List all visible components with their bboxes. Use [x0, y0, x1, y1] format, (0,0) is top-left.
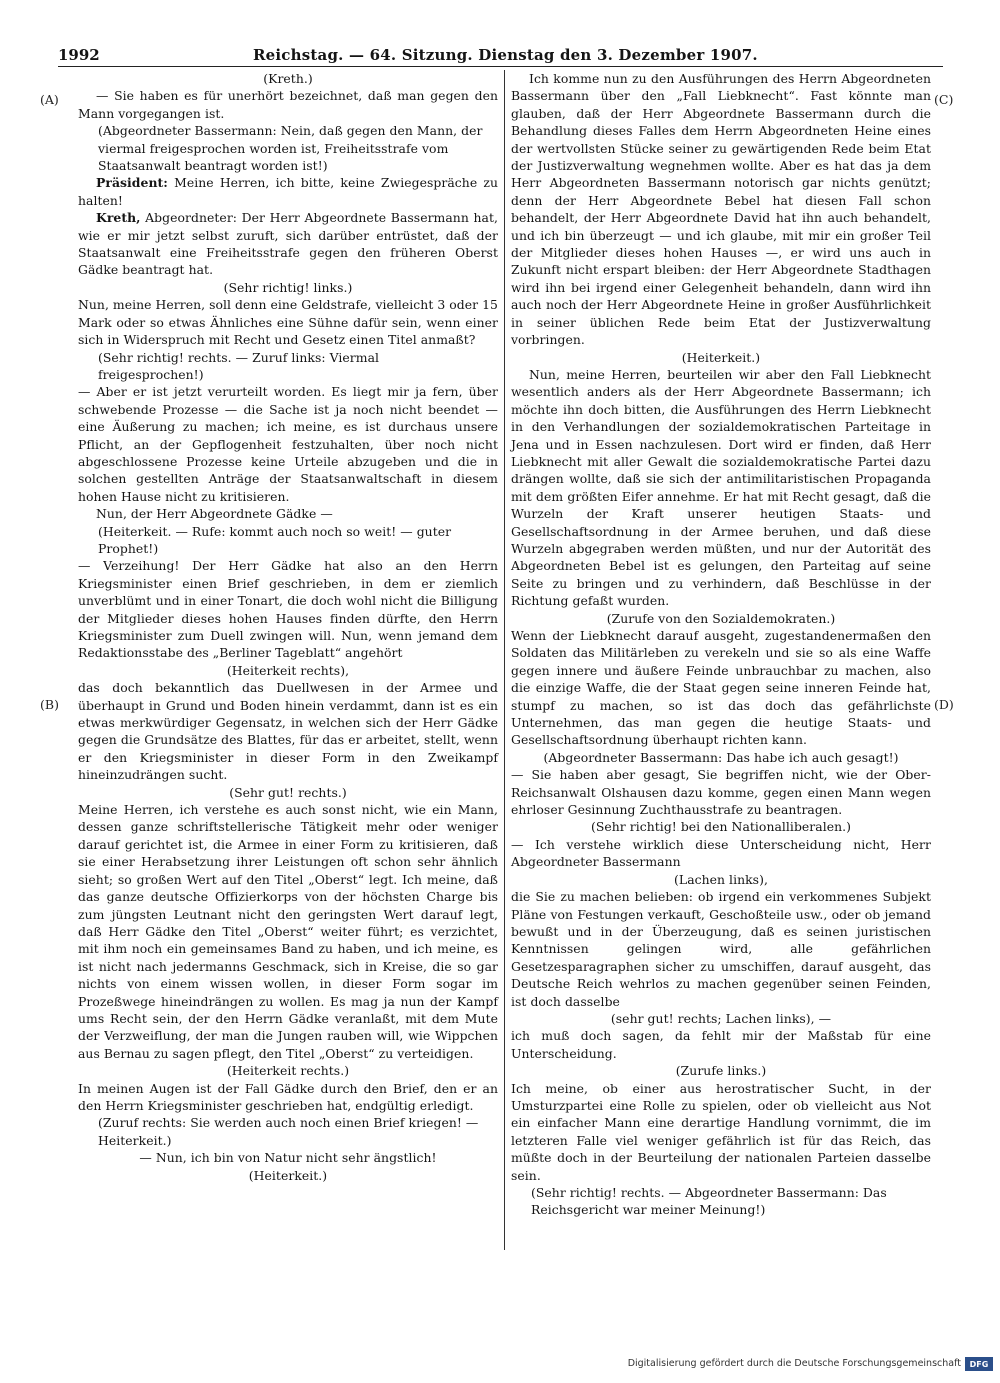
- paragraph: [78, 523, 498, 558]
- paragraph: [78, 296, 498, 348]
- paragraph: [511, 888, 931, 1010]
- paragraph-text: (Heiterkeit rechts.): [226, 1063, 350, 1079]
- paragraph-text: (Heiterkeit.): [681, 349, 761, 365]
- page-header: [58, 44, 943, 67]
- paragraph-text: (Abgeordneter Bassermann: Nein, daß gegen den Mann, der viermal freigesprochen worden ist, Freiheitsstrafe vom Staatsanwalt beantragt worden ist!): [98, 123, 483, 174]
- margin-letter-a: (A): [40, 92, 59, 107]
- paragraph: [511, 1010, 931, 1027]
- paragraph: [78, 1149, 498, 1166]
- paragraph-text: (Abgeordneter Bassermann: Das habe ich auch gesagt!): [543, 749, 899, 765]
- left-column: [78, 70, 498, 1184]
- page-number: 1992: [58, 46, 100, 64]
- paragraph-text: (Heiterkeit rechts),: [226, 662, 350, 678]
- paragraph-text: (Lachen links),: [674, 871, 768, 887]
- paragraph: [78, 279, 498, 296]
- paragraph: [78, 209, 498, 279]
- paragraph: [511, 1062, 931, 1079]
- paragraph: [511, 818, 931, 835]
- right-column: [511, 70, 931, 1219]
- paragraph-text: (Heiterkeit. — Rufe: kommt auch noch so weit! — guter Prophet!): [98, 523, 452, 556]
- paragraph: [78, 505, 498, 522]
- dfg-logo-icon: DFG: [965, 1357, 993, 1371]
- paragraph-text: — Verzeihung! Der Herr Gädke hat also an den Herrn Kriegsminister einen Brief geschrieben, in dem er ziemlich unverblümt und in einer Tonart, die doch wohl nicht die Billigung der Mitglieder dieses hohen Hauses finden dürfte, den Herrn Kriegsminister zum Duell zwingen will. Nun, wenn jemand dem Redaktionsstabe des „Berliner Tageblatt“ angehört: [78, 558, 498, 661]
- paragraph: [511, 1027, 931, 1062]
- paragraph: [511, 749, 931, 766]
- page-footer: [608, 1358, 993, 1376]
- paragraph: [78, 383, 498, 505]
- paragraph: [78, 784, 498, 801]
- paragraph: [78, 122, 498, 174]
- paragraph: [78, 70, 498, 87]
- paragraph-text: (Sehr richtig! bei den Nationalliberalen.): [590, 819, 852, 835]
- paragraph: [511, 1184, 931, 1219]
- paragraph: [511, 610, 931, 627]
- paragraph-text: Abgeordneter: Der Herr Abgeordnete Bassermann hat, wie er mir jetzt selbst zuruft, sich darüber entrüstet, daß der Staatsanwalt eine Freiheitsstrafe gegen den früheren Oberst Gädke beantragt hat.: [78, 210, 498, 278]
- paragraph-text: Nun, meine Herren, soll denn eine Geldstrafe, vielleicht 3 oder 15 Mark oder so etwas Ähnliches eine Sühne dafür sein, wenn einer sich in Widerspruch mit Recht und Gesetz einen Titel anmaßt?: [78, 297, 498, 348]
- margin-letter-d: (D): [934, 697, 954, 712]
- paragraph-text: — Sie haben aber gesagt, Sie begriffen nicht, wie der Ober-Reichsanwalt Olshausen dazu komme, gegen einen Mann wegen ehrloser Gesinnung Zuchthausstrafe zu beantragen.: [511, 767, 931, 818]
- paragraph-text: (Sehr richtig! rechts. — Zuruf links: Viermal freigesprochen!): [98, 349, 380, 382]
- paragraph-text: (Kreth.): [263, 71, 313, 86]
- paragraph-text: (Zurufe links.): [675, 1063, 767, 1079]
- paragraph-text: (Sehr richtig! links.): [223, 279, 353, 295]
- paragraph-text: Meine Herren, ich bitte, keine Zwiegespräche zu halten!: [78, 175, 498, 208]
- paragraph: [511, 70, 931, 349]
- funding-note: Digitalisierung gefördert durch die Deutsche Forschungsgemeinschaft: [627, 1358, 961, 1369]
- paragraph: [511, 766, 931, 818]
- column-divider: [504, 70, 505, 1250]
- paragraph: [78, 679, 498, 783]
- paragraph-text: (Sehr gut! rechts.): [229, 784, 347, 800]
- paragraph: [511, 366, 931, 610]
- paragraph-text: ich muß doch sagen, da fehlt mir der Maßstab für eine Unterscheidung.: [511, 1028, 931, 1061]
- paragraph: [511, 1080, 931, 1184]
- paragraph: [78, 1114, 498, 1149]
- paragraph: [511, 871, 931, 888]
- paragraph-text: Nun, der Herr Abgeordnete Gädke —: [96, 506, 333, 522]
- paragraph: [511, 836, 931, 871]
- speaker-name: Kreth,: [96, 210, 141, 226]
- paragraph: [511, 349, 931, 366]
- speaker-name: Präsident:: [96, 175, 168, 191]
- paragraph-text: Ich meine, ob einer aus herostratischer Sucht, in der Umsturzpartei eine Rolle zu spielen, oder ob vielleicht aus Not ein einfacher Mann eine derartige Handlung vornimmt, die im letzteren Falle viel weniger gefährlich ist für das Reich, das müßte doch in der Beurteilung der nationalen Parteien dasselbe sein.: [511, 1080, 931, 1183]
- paragraph-text: (Zuruf rechts: Sie werden auch noch einen Brief kriegen! — Heiterkeit.): [98, 1115, 479, 1148]
- paragraph: [78, 349, 498, 384]
- paragraph-text: — Nun, ich bin von Natur nicht sehr ängstlich!: [139, 1150, 437, 1166]
- paragraph-text: Meine Herren, ich verstehe es auch sonst nicht, wie ein Mann, dessen ganze schriftstellerische Tätigkeit mehr oder weniger darauf gerichtet ist, die Armee in einer Form zu kritisieren, daß sie einer Herabsetzung ihrer Leistungen oft schon sehr ähnlich sieht; so großen Wert auf den Titel „Oberst“ legt. Ich meine, daß das ganze deutsche Offizierkorps von der höchsten Charge bis zum jüngsten Leutnant nicht den geringsten Wert darauf legt, daß Herr Gädke den Titel „Oberst“ weiter führt; es verzichtet, mit ihm noch ein gemeinsames Band zu haben, und ich meine, es ist nicht nach jedermanns Geschmack, sich in Kreise, die so gar nichts von einem wissen wollen, in dieser Form sogar im Prozeßwege hineindrängen zu wollen. Es mag ja nun der Kampf ums Recht sein, der den Herrn Gädke veranlaßt, mit dem Mute der Verzweiflung, der man die Jungen rauben will, wie Wippchen aus Bernau zu sagen pflegt, den Titel „Oberst“ zu verteidigen.: [78, 802, 498, 1061]
- paragraph-text: — Ich verstehe wirklich diese Unterscheidung nicht, Herr Abgeordneter Bassermann: [511, 836, 931, 870]
- paragraph: [78, 1080, 498, 1115]
- paragraph-text: (Sehr richtig! rechts. — Abgeordneter Bassermann: Das Reichsgericht war meiner Meinung!): [531, 1185, 887, 1218]
- paragraph-text: In meinen Augen ist der Fall Gädke durch den Brief, den er an den Herrn Kriegsminister geschrieben hat, endgültig erledigt.: [78, 1080, 498, 1113]
- paragraph: [78, 1062, 498, 1079]
- paragraph: [78, 1167, 498, 1184]
- paragraph-text: das doch bekanntlich das Duellwesen in der Armee und überhaupt in Grund und Boden hinein verdammt, dann ist es ein etwas merkwürdiger Gegensatz, in welchen sich der Herr Gädke gegen die Grundsätze des Blattes, für das er arbeitet, stellt, wenn er den Kriegsminister in dieser Form in den Zweikampf hineinzudrängen sucht.: [78, 680, 498, 783]
- paragraph-text: die Sie zu machen belieben: ob irgend ein verkommenes Subjekt Pläne von Festungen verkauft, Geschoßteile usw., oder ob jemand bewußt und in der Überzeugung, daß es seinen juristischen Kenntnissen gelingen wird, alle gefährlichen Gesetzesparagraphen sicher zu umschiffen, darauf ausgeht, das Deutsche Reich wehrlos zu machen gegenüber seinen Feinden, ist doch dasselbe: [511, 889, 931, 1009]
- paragraph-text: — Sie haben es für unerhört bezeichnet, daß man gegen den Mann vorgegangen ist.: [78, 88, 498, 121]
- running-title: Reichstag. — 64. Sitzung. Dienstag den 3. Dezember 1907.: [253, 46, 758, 64]
- paragraph: [78, 801, 498, 1062]
- paragraph-text: Nun, meine Herren, beurteilen wir aber den Fall Liebknecht wesentlich anders als der Herr Abgeordnete Bassermann; ich möchte ihn doch bitten, die Ausführungen des Herrn Liebknecht in den Verhandlungen der sozialdemokratischen Parteitage in Jena und in Essen nachzulesen. Dort wird er finden, daß Herr Liebknecht mit aller Gewalt die sozialdemokratische Partei dazu drängen wollte, daß sie sich der antimilitaristischen Propaganda mit dem größten Eifer annehme. Er hat mit Recht gesagt, daß die Wurzeln der Kraft unserer heutigen Staats- und Gesellschaftsordnung in der Armee beruhen, und daß diese Wurzeln abgegraben werden müßten, und nur der Autorität des Abgeordneten Bebel ist es gelungen, den Parteitag auf seine Seite zu bringen und zu verhindern, daß Beschlüsse in der Richtung gefaßt wurden.: [511, 366, 931, 609]
- paragraph-text: (Heiterkeit.): [248, 1167, 328, 1183]
- paragraph-text: (sehr gut! rechts; Lachen links), —: [610, 1010, 832, 1026]
- paragraph: [78, 662, 498, 679]
- margin-letter-b: (B): [40, 697, 59, 712]
- paragraph-text: Ich komme nun zu den Ausführungen des Herrn Abgeordneten Bassermann über den „Fall Liebknecht“. Fast könnte man glauben, daß der Herr Abgeordnete Bassermann durch die Behandlung dieses Falles dem Herrn Abgeordneten Heine eines der wertvollsten Stücke seiner zu gewärtigenden Rede beim Etat der Justizverwaltung wegnehmen wollte. Aber es hat das ja dem Herr Abgeordneten Bassermann notorisch gar nichts genützt; denn der Herr Abgeordnete Bebel hat diesen Fall schon behandelt, der Herr Abgeordnete David hat ihn auch behandelt, und ich bin überzeugt — und ich glaube, mit mir ein großer Teil der Mitglieder dieses hohen Hauses —, er wird uns auch in Zukunft nicht erspart bleiben: der Herr Abgeordnete Stadthagen wird ihn bei irgend einer Gelegenheit behandeln, dann wird ihn auch noch der Herr Abgeordnete Heine in großer Ausführlichkeit in seiner üblichen Rede beim Etat der Justizverwaltung vorbringen.: [511, 71, 931, 348]
- paragraph: [78, 557, 498, 661]
- paragraph-text: (Zurufe von den Sozialdemokraten.): [606, 610, 836, 626]
- paragraph: [78, 174, 498, 209]
- paragraph-text: Wenn der Liebknecht darauf ausgeht, zugestandenermaßen den Soldaten das Militärleben zu verekeln und sie so als eine Waffe gegen innere und äußere Feinde unbrauchbar zu machen, also die einzige Waffe, die der Staat gegen seine inneren Feinde hat, stumpf zu machen, so ist das doch das gefährlichste Unternehmen, das man gegen die heutige Staats- und Gesellschaftsordnung überhaupt richten kann.: [511, 628, 931, 748]
- paragraph-text: — Aber er ist jetzt verurteilt worden. Es liegt mir ja fern, über schwebende Prozesse — die Sache ist ja noch nicht beendet — eine Äußerung zu machen; ich meine, es ist durchaus unsere Pflicht, an der Gepflogenheit festzuhalten, über noch nicht abgeschlossene Prozesse keine Urteile abzugeben und die in solchen gestellten Anträge der Staatsanwaltschaft in diesem hohen Hause nicht zu kritisieren.: [78, 384, 498, 504]
- paragraph: [511, 627, 931, 749]
- paragraph: [78, 87, 498, 122]
- margin-letter-c: (C): [934, 92, 954, 107]
